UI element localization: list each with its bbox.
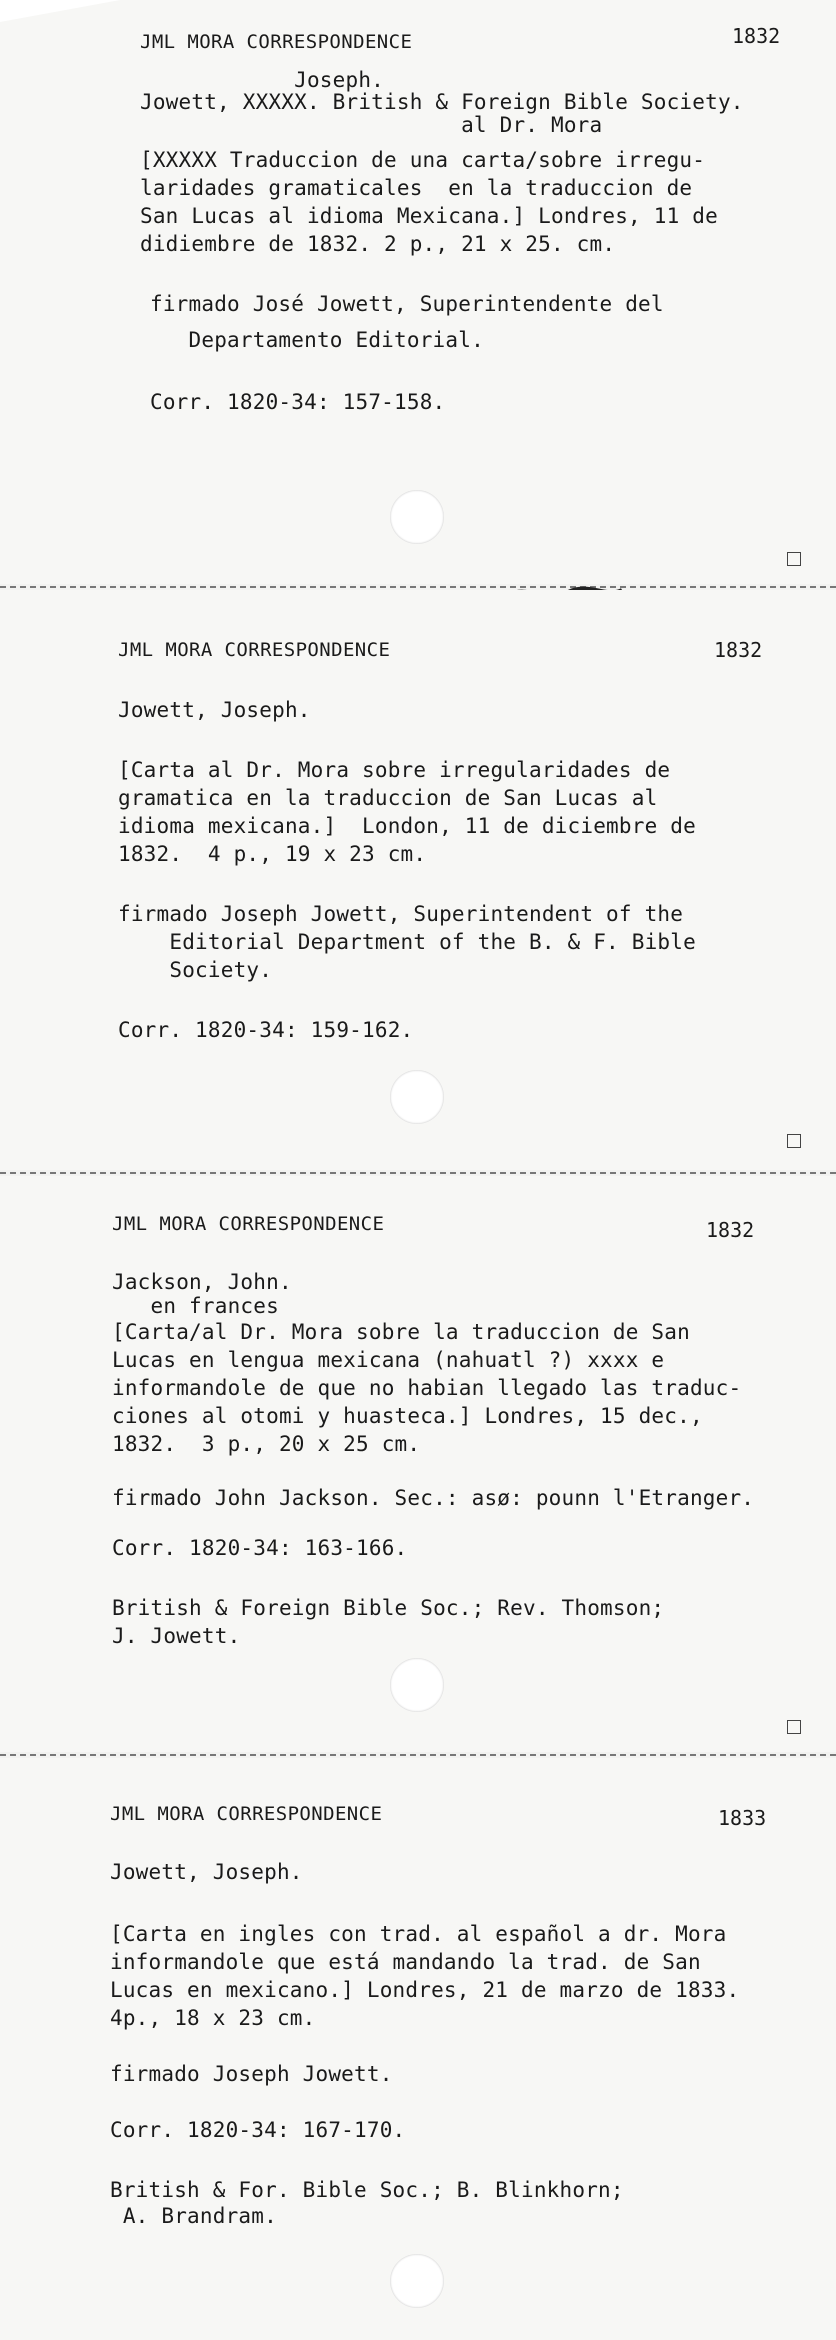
card-line: 1832. 3 p., 20 x 25 cm. xyxy=(112,1432,421,1456)
checkbox-mark xyxy=(787,1134,801,1148)
card-line: didiembre de 1832. 2 p., 21 x 25. cm. xyxy=(140,232,616,256)
catalog-card-2 xyxy=(0,590,836,1170)
card-header: JML MORA CORRESPONDENCE xyxy=(110,1803,383,1825)
card-line: [Carta al Dr. Mora sobre irregularidades de xyxy=(118,758,671,782)
card-line: Corr. 1820-34: 163-166. xyxy=(112,1536,408,1560)
card-year: 1832 xyxy=(732,24,781,48)
card-line: idioma mexicana.] London, 11 de diciembre de xyxy=(118,814,696,838)
punch-hole xyxy=(390,1070,444,1124)
card-line: firmado John Jackson. Sec.: asø: pounn l'Etranger. xyxy=(112,1486,755,1510)
punch-hole xyxy=(390,1658,444,1712)
card-line: J. Jowett. xyxy=(112,1624,241,1648)
card-line: Lucas en mexicano.] Londres, 21 de marzo de 1833. xyxy=(110,1978,740,2002)
perforation xyxy=(0,1754,836,1756)
card-line: informandole de que no habian llegado las traduc- xyxy=(112,1376,742,1400)
card-line: 1832. 4 p., 19 x 23 cm. xyxy=(118,842,427,866)
card-line: firmado Joseph Jowett. xyxy=(110,2062,393,2086)
card-line: British & For. Bible Soc.; B. Blinkhorn; xyxy=(110,2178,624,2202)
card-line: Jowett, Joseph. xyxy=(110,1860,303,1884)
checkbox-mark xyxy=(787,552,801,566)
card-line: [Carta/al Dr. Mora sobre la traduccion de San xyxy=(112,1320,690,1344)
card-header: JML MORA CORRESPONDENCE xyxy=(118,639,391,661)
card-line: [Carta en ingles con trad. al español a dr. Mora xyxy=(110,1922,727,1946)
card-line: firmado José Jowett, Superintendente del xyxy=(150,292,664,316)
card-header: JML MORA CORRESPONDENCE xyxy=(112,1213,385,1235)
card-line: San Lucas al idioma Mexicana.] Londres, 11 de xyxy=(140,204,718,228)
card-year: 1832 xyxy=(714,638,763,662)
card-line: firmado Joseph Jowett, Superintendent of the xyxy=(118,902,684,926)
card-line: A. Brandram. xyxy=(110,2204,277,2228)
card-line: gramatica en la traduccion de San Lucas al xyxy=(118,786,658,810)
card-year: 1833 xyxy=(718,1806,767,1830)
card-line: Corr. 1820-34: 157-158. xyxy=(150,390,446,414)
torn-corner xyxy=(0,0,120,22)
card-line: Departamento Editorial. xyxy=(150,328,484,352)
checkbox-mark xyxy=(787,1720,801,1734)
card-line: 4p., 18 x 23 cm. xyxy=(110,2006,316,2030)
card-line: Joseph. xyxy=(140,68,385,92)
perforation xyxy=(0,1172,836,1174)
card-year: 1832 xyxy=(706,1218,755,1242)
card-line: laridades gramaticales en la traduccion de xyxy=(140,176,693,200)
card-line: ciones al otomi y huasteca.] Londres, 15 dec., xyxy=(112,1404,703,1428)
card-line: [XXXXX Traduccion de una carta/sobre irregu- xyxy=(140,148,706,172)
punch-hole xyxy=(390,2254,444,2308)
card-line: en frances xyxy=(112,1294,279,1318)
card-line: Jackson, John. xyxy=(112,1270,292,1294)
card-line: informandole que está mandando la trad. de San xyxy=(110,1950,701,1974)
card-line: Corr. 1820-34: 159-162. xyxy=(118,1018,414,1042)
card-line: Lucas en lengua mexicana (nahuatl ?) xxxx e xyxy=(112,1348,665,1372)
perforation xyxy=(0,586,836,588)
catalog-card-1 xyxy=(0,0,836,584)
catalog-card-3 xyxy=(0,1176,836,1752)
punch-hole xyxy=(390,490,444,544)
card-line: al Dr. Mora xyxy=(140,113,603,137)
catalog-card-4 xyxy=(0,1758,836,2340)
card-line: Corr. 1820-34: 167-170. xyxy=(110,2118,406,2142)
card-header: JML MORA CORRESPONDENCE xyxy=(140,31,413,53)
card-line: Editorial Department of the B. & F. Bible xyxy=(118,930,696,954)
card-line: Jowett, Joseph. xyxy=(118,698,311,722)
card-line: British & Foreign Bible Soc.; Rev. Thomson; xyxy=(112,1596,665,1620)
card-line: Society. xyxy=(118,958,273,982)
card-line: Jowett, XXXXX. British & Foreign Bible Society. xyxy=(140,90,744,114)
